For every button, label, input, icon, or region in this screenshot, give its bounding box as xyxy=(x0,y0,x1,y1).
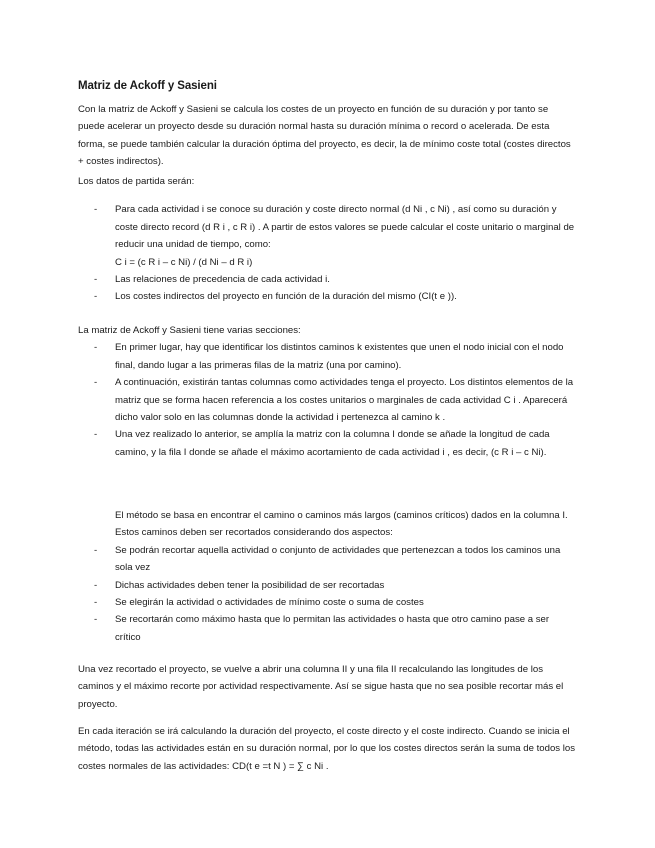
datos-item-1: Para cada actividad i se conoce su duración y coste directo normal (d Ni , c Ni) , así como su duración y coste directo record (d R i , c R i) . A partir de estos valores se puede calcular el coste unitario o marginal de reducir una unidad de tiempo, como: xyxy=(115,204,575,251)
list-item: - En primer lugar, hay que identificar los distintos caminos k existentes que unen el nodo inicial con el nodo final, dando lugar a las primeras filas de la matriz (una por camino). xyxy=(78,339,576,374)
iteracion-paragraph: En cada iteración se irá calculando la duración del proyecto, el coste directo y el coste indirecto. Cuando se inicia el método, todas las actividades están en su duración normal, por lo que los costes directos serán la suma de todos los costes normales de las actividades: CD(t e =t N ) = ∑ c Ni . xyxy=(78,726,576,772)
secciones-list xyxy=(78,339,576,461)
iteracion-section xyxy=(78,723,576,775)
list-item: - Dichas actividades deben tener la posibilidad de ser recortadas xyxy=(78,577,576,594)
list-item: - Las relaciones de precedencia de cada actividad i. xyxy=(78,271,576,288)
list-item xyxy=(78,201,576,271)
formula: C i = (c R i – c Ni) / (d Ni – d R i) xyxy=(115,256,253,268)
list-item: - Se elegirán la actividad o actividades de mínimo coste o suma de costes xyxy=(78,594,576,611)
intro-section xyxy=(78,101,576,171)
metodo-section xyxy=(78,507,576,646)
document-title: Matriz de Ackoff y Sasieni xyxy=(78,80,217,92)
list-item: - Se recortarán como máximo hasta que lo permitan las actividades o hasta que otro camino pase a ser crítico xyxy=(78,611,576,646)
recorte-paragraph: Una vez recortado el proyecto, se vuelve a abrir una columna II y una fila II recalculando las longitudes de los caminos y el máximo recorte por actividad respectivamente. Así se sigue hasta que no sea posible recortar más el proyecto. xyxy=(78,664,564,710)
datos-list xyxy=(78,201,576,305)
metodo-paragraph: El método se basa en encontrar el camino o caminos más largos (caminos críticos) dados en la columna I. Estos caminos deben ser recortados considerando dos aspectos: xyxy=(115,510,568,539)
secciones-heading: La matriz de Ackoff y Sasieni tiene varias secciones: xyxy=(78,325,301,336)
recorte-section xyxy=(78,661,576,713)
list-item: - A continuación, existirán tantas columnas como actividades tenga el proyecto. Los distintos elementos de la matriz que se forma hacen referencia a los costes unitarios o marginales de cada actividad C i . Aparecerá dicho valor solo en las columnas donde la actividad i pertenezca al camino k . xyxy=(78,374,576,426)
list-item: - Una vez realizado lo anterior, se amplía la matriz con la columna I donde se añade la longitud de cada camino, y la fila I donde se añade el máximo acortamiento de cada actividad i , es decir, (c R i – c Ni). xyxy=(78,426,576,461)
list-item: - Se podrán recortar aquella actividad o conjunto de actividades que pertenezcan a todos los caminos una sola vez xyxy=(78,542,576,577)
datos-heading: Los datos de partida serán: xyxy=(78,176,195,187)
metodo-list xyxy=(78,542,576,646)
secciones-section xyxy=(78,322,576,461)
datos-section xyxy=(78,173,576,306)
list-item: - Los costes indirectos del proyecto en función de la duración del mismo (CI(t e )). xyxy=(78,288,576,305)
intro-paragraph: Con la matriz de Ackoff y Sasieni se calcula los costes de un proyecto en función de su duración y por tanto se puede acelerar un proyecto desde su duración normal hasta su duración mínima o record o acelerada. De esta forma, se puede también calcular la duración óptima del proyecto, es decir, la de mínimo coste total (costes directos + costes indirectos). xyxy=(78,104,571,168)
